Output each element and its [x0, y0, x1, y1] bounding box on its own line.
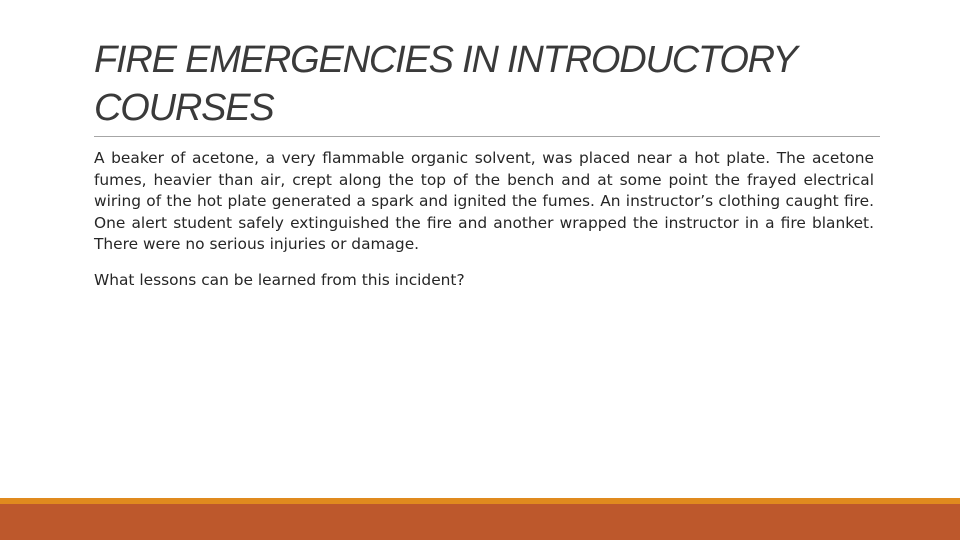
incident-description: A beaker of acetone, a very flammable organic solvent, was placed near a hot plate. The acetone fumes, heavier than air, crept along the top of the bench and at some point the frayed electrical wiring of the hot plate generated a spark and ignited the fumes. An instructor’s clothing caught fire. One alert student safely extinguished the fire and another wrapped the instructor in a fire blanket. There were no serious injuries or damage. — [94, 149, 874, 254]
slide-title: FIRE EMERGENCIES IN INTRODUCTORY COURSES — [94, 39, 796, 129]
slide-body — [94, 148, 874, 292]
footer-band — [0, 504, 960, 540]
discussion-question: What lessons can be learned from this incident? — [94, 270, 465, 289]
title-divider — [94, 136, 880, 137]
